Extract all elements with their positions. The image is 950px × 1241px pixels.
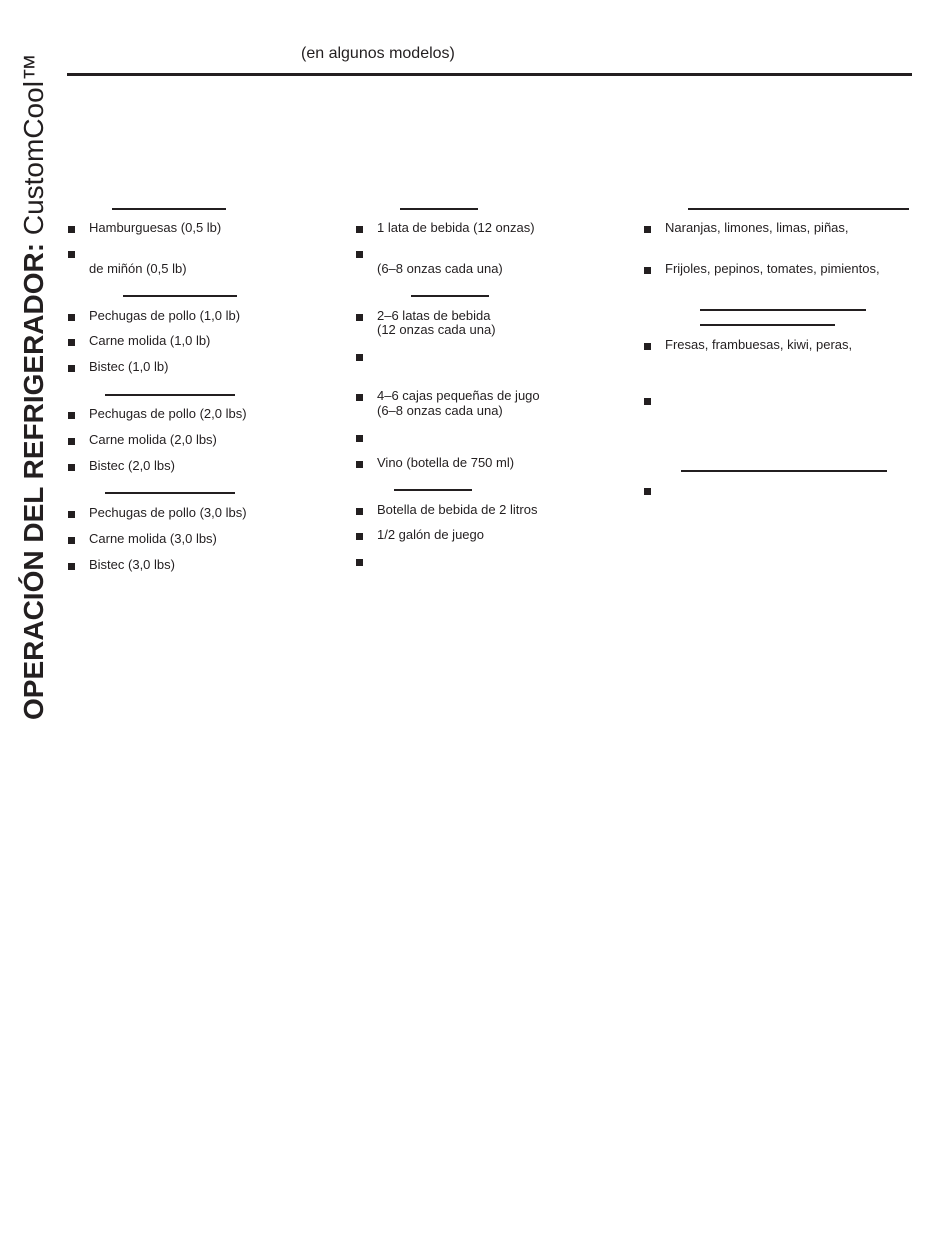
list-item: Botella de bebida de 2 litros — [377, 502, 538, 517]
bullet — [68, 438, 75, 445]
list-item: 1 lata de bebida (12 onzas) — [377, 220, 535, 235]
list-item: (12 onzas cada una) — [377, 322, 496, 337]
bullet — [644, 343, 651, 350]
bullet — [356, 435, 363, 442]
side-title-regular: CustomCool™ — [18, 53, 49, 236]
list-item: Carne molida (2,0 lbs) — [89, 432, 217, 447]
list-item: Bistec (1,0 lb) — [89, 359, 169, 374]
bullet — [68, 226, 75, 233]
col3-heading-rule-3 — [700, 324, 835, 326]
bullet — [68, 537, 75, 544]
col3-heading-rule-2 — [700, 309, 866, 311]
col1-heading-rule-1 — [112, 208, 226, 210]
bullet — [356, 394, 363, 401]
list-item: Carne molida (3,0 lbs) — [89, 531, 217, 546]
bullet — [356, 461, 363, 468]
list-item: Fresas, frambuesas, kiwi, peras, — [665, 337, 853, 352]
col3-heading-rule-4 — [681, 470, 887, 472]
col2-heading-rule-3 — [394, 489, 472, 491]
bullet — [356, 314, 363, 321]
list-item: (6–8 onzas cada una) — [377, 261, 503, 276]
bullet — [644, 267, 651, 274]
list-item: Carne molida (1,0 lb) — [89, 333, 211, 348]
list-item: 4–6 cajas pequeñas de jugo — [377, 388, 540, 403]
bullet — [68, 365, 75, 372]
list-item: Pechugas de pollo (2,0 lbs) — [89, 406, 247, 421]
top-rule — [67, 73, 912, 76]
bullet — [356, 508, 363, 515]
list-item: de miñón (0,5 lb) — [89, 261, 187, 276]
bullet — [356, 251, 363, 258]
list-item: (6–8 onzas cada una) — [377, 403, 503, 418]
col1-heading-rule-2 — [123, 295, 237, 297]
bullet — [68, 412, 75, 419]
list-item: 2–6 latas de bebida — [377, 308, 491, 323]
col1-heading-rule-3 — [105, 394, 235, 396]
bullet — [644, 226, 651, 233]
bullet — [356, 354, 363, 361]
bullet — [68, 314, 75, 321]
list-item: Bistec (3,0 lbs) — [89, 557, 175, 572]
bullet — [356, 226, 363, 233]
list-item: Naranjas, limones, limas, piñas, — [665, 220, 849, 235]
bullet — [356, 533, 363, 540]
bullet — [68, 511, 75, 518]
list-item: Bistec (2,0 lbs) — [89, 458, 175, 473]
list-item: Vino (botella de 750 ml) — [377, 455, 515, 470]
col2-heading-rule-1 — [400, 208, 478, 210]
bullet — [644, 398, 651, 405]
list-item: Hamburguesas (0,5 lb) — [89, 220, 222, 235]
bullet — [68, 251, 75, 258]
bullet — [68, 464, 75, 471]
bullet — [644, 488, 651, 495]
col2-heading-rule-2 — [411, 295, 489, 297]
list-item: Pechugas de pollo (1,0 lb) — [89, 308, 241, 323]
col1-heading-rule-4 — [105, 492, 235, 494]
bullet — [356, 559, 363, 566]
side-title — [12, 40, 56, 720]
side-title-bold: OPERACIÓN DEL REFRIGERADOR: — [18, 242, 49, 720]
bullet — [68, 339, 75, 346]
bullet — [68, 563, 75, 570]
list-item: Frijoles, pepinos, tomates, pimientos, — [665, 261, 880, 276]
col3-heading-rule-1 — [688, 208, 909, 210]
list-item: 1/2 galón de juego — [377, 527, 484, 542]
list-item: Pechugas de pollo (3,0 lbs) — [89, 505, 247, 520]
page-subtitle: (en algunos modelos) — [301, 45, 455, 62]
